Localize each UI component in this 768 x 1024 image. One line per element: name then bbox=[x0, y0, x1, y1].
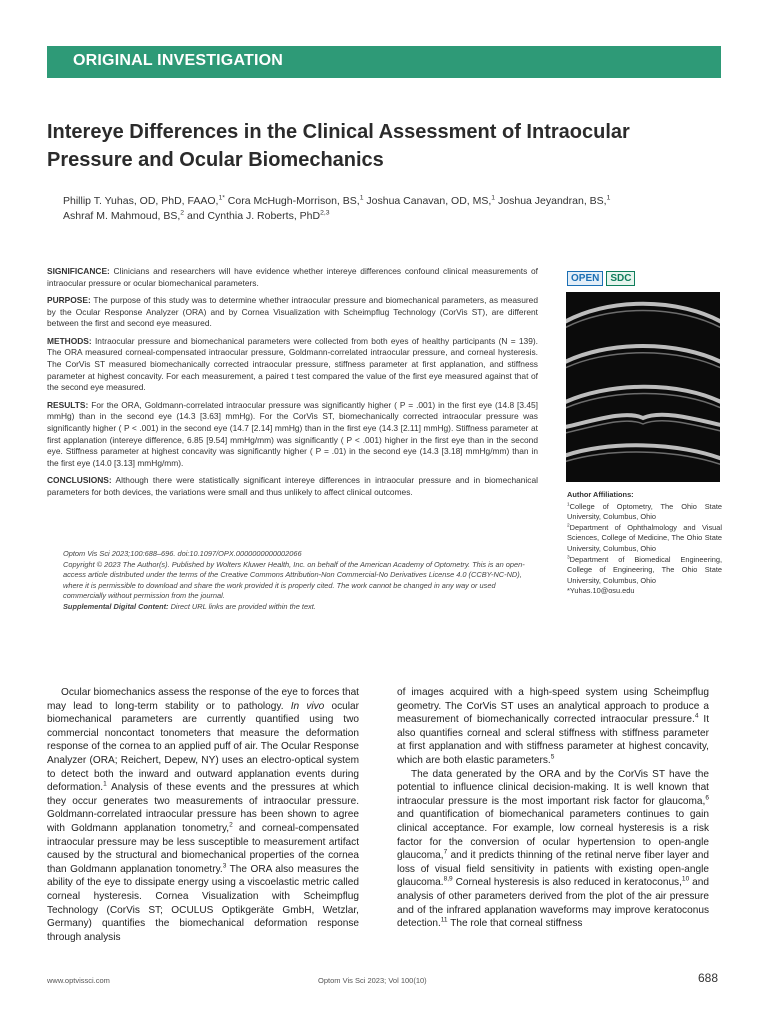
section-banner bbox=[47, 46, 721, 78]
affiliation-item: $^3$Department of Biomedical Engineering, College of Engineering, The Ohio State University, Columbus, Ohio bbox=[567, 554, 722, 585]
body-column-left bbox=[47, 686, 359, 944]
author[interactable]: Joshua Canavan, OD, MS, bbox=[363, 195, 492, 207]
affiliation-item: $^2$Department of Ophthalmology and Visual Sciences, College of Medicine, The Ohio State University, Columbus, Ohio bbox=[567, 522, 722, 553]
author[interactable]: Cora McHugh-Morrison, BS, bbox=[224, 195, 360, 207]
journal-citation-footer: Optom Vis Sci 2023; Vol 100(10) bbox=[318, 976, 427, 985]
author[interactable]: Phillip T. Yuhas, OD, PhD, FAAO, bbox=[63, 195, 219, 207]
article-title: Intereye Differences in the Clinical Assessment of Intraocular Pressure and Ocular Biomechanics bbox=[47, 121, 630, 171]
sdc-badge[interactable]: SDC bbox=[606, 271, 635, 286]
section-label: ORIGINAL INVESTIGATION bbox=[73, 52, 284, 69]
journal-website[interactable]: www.optvissci.com bbox=[47, 976, 110, 985]
abstract-conclusions: CONCLUSIONS: Although there were statistically significant intereye differences in intraocular pressure and in biomechanical parameters for both devices, the variations were small and thus unlikely to affect clinical outcomes. bbox=[47, 475, 538, 497]
body-paragraph: of images acquired with a high-speed system using Scheimpflug geometry. The CorVis ST uses an analytical approach to produce a measurement of biomechanically corrected intraocular pressure.$^4$ It also quantifies corneal and scleral stiffness with stiffness parameter at first applanation and with stiffness parameter at highest concavity, which are both elastic parameters.$^5$ bbox=[397, 687, 709, 766]
abstract-purpose: PURPOSE: The purpose of this study was to determine whether intraocular pressure and biomechanical parameters, as measured by the Ocular Response Analyzer (ORA) and by Cornea Visualization with Scheimpflug Technology (CorVis ST), are different between the first and second eye measured. bbox=[47, 294, 538, 329]
page-number: 688 bbox=[698, 971, 719, 985]
article-meta bbox=[63, 549, 538, 612]
affiliation-item: $^1$College of Optometry, The Ohio State University, Columbus, Ohio bbox=[567, 501, 722, 522]
abstract bbox=[47, 266, 538, 504]
access-badges bbox=[567, 268, 638, 283]
body-paragraph: Ocular biomechanics assess the response of the eye to forces that may lead to long-term stability or to pathology. In vivo ocular biomechanical parameters are currently quantified using two commercial noncontact tonometers that measure the deformation response of the cornea to an applied puff of air. The Ocular Response Analyzer (ORA; Reichert, Depew, NY) uses an electro-optical system to detect both the inward and outward applanation events during deformation.$^1$ Analysis of these events and the pressures at which they occur generates two measurements of intraocular pressure. Goldmann-correlated intraocular pressure has been shown to agree with Goldmann applanation tonometry,$^2$ and corneal-compensated intraocular pressure may be less susceptible to measurement artifact caused by the structural and biomechanical properties of the cornea than Goldmann applanation tonometry.$^3$ The ORA also measures the ability of the eye to dissipate energy using a viscoelastic metric called corneal hysteresis. Cornea Visualization with Scheimpflug Technology (CorVis ST; OCULUS Optikgeräte GmbH, Wetzlar, Germany) quantifies the biomechanical deformation response through analysis bbox=[47, 687, 359, 943]
author-affiliations bbox=[567, 490, 722, 597]
copyright-notice: Copyright © 2023 The Author(s). Published by Wolters Kluwer Health, Inc. on behalf of the American Academy of Optometry. This is an open-access article distributed under the terms of the Creative Commons Attribution-Non Commercial-No Derivatives License 4.0 (CCBY-NC-ND), where it is permissible to download and share the work provided it is properly cited. The work cannot be changed in any way or used commercially without permission from the journal. bbox=[63, 559, 525, 600]
body-paragraph: The data generated by the ORA and by the CorVis ST have the potential to influence clinical decision-making. It is well known that intraocular pressure is the most important risk factor for glaucoma,$^6$ and quantification of biomechanical parameters continues to gain clinical acceptance. For example, low corneal hysteresis is a risk factor for the conversion of ocular hypertension to open-angle glaucoma,$^7$ and it predicts thinning of the retinal nerve fiber layer and loss of visual field sensitivity in patients with existing open-angle glaucoma.$^{8,9}$ Corneal hysteresis is also reduced in keratoconus,$^{10}$ and analysis of other parameters derived from the plot of the air pressure and of the infrared applanation waveforms may improve keratoconus detection.$^{11}$ The role that corneal stiffness bbox=[397, 768, 709, 930]
abstract-significance: SIGNIFICANCE: Clinicians and researchers will have evidence whether intereye differences confound clinical measurements of intraocular pressure or ocular biomechanical parameters. bbox=[47, 266, 538, 288]
affiliations-heading: Author Affiliations: bbox=[567, 490, 634, 499]
open-access-badge[interactable]: OPEN bbox=[567, 271, 603, 286]
author[interactable]: and Cynthia J. Roberts, PhD bbox=[184, 210, 321, 222]
author[interactable]: Joshua Jeyandran, BS, bbox=[495, 195, 607, 207]
abstract-methods: METHODS: Intraocular pressure and biomechanical parameters were collected from both eyes of healthy participants (N = 139). The ORA measured corneal-compensated intraocular pressure, Goldmann-correlated intraocular pressure, and corneal hysteresis. The CorVis ST measured biomechanically corrected intraocular pressure, stiffness parameter at first applanation, and stiffness parameter at highest concavity. For each measurement, a paired t test compared the value of the first eye measured against that of the second eye measured. bbox=[47, 335, 538, 393]
supplemental-note: Supplemental Digital Content: Direct URL links are provided within the text. bbox=[63, 601, 316, 611]
author[interactable]: Ashraf M. Mahmoud, BS, bbox=[63, 210, 181, 222]
corresponding-email[interactable]: *Yuhas.10@osu.edu bbox=[567, 586, 635, 596]
author-list: Phillip T. Yuhas, OD, PhD, FAAO,$^{1*}$ Cora McHugh-Morrison, BS,$^1$ Joshua Canavan, OD, MS,$^1$ Joshua Jeyandran, BS,$^1$ Ashraf M. Mahmoud, BS,$^2$ and Cynthia J. Roberts, PhD$^{2,3}$ bbox=[63, 194, 611, 222]
citation: Optom Vis Sci 2023;100:688–696. doi:10.1097/OPX.0000000000002066 bbox=[63, 549, 302, 558]
abstract-results: RESULTS: For the ORA, Goldmann-correlated intraocular pressure was significantly higher ( P = .001) in the first eye (14.8 [3.45] mmHg) than in the second eye (14.3 [3.63] mmHg). For the CorVis ST, biomechanically corrected intraocular pressure was significantly higher ( P < .001) in the second eye (14.7 [2.14] mmHg) than in the first eye (14.3 [2.11] mmHg). Stiffness parameter at first applanation (intereye difference, 6.85 [9.54] mmHg/mm) was significantly ( P < .001) higher in the first eye than in the second eye. Stiffness parameter at highest concavity was significantly higher ( P = .01) in the second eye (14.3 [3.18] mmHg/mm) than in the first eye (14.0 [3.13] mmHg/mm). bbox=[47, 399, 538, 469]
body-column-right bbox=[397, 686, 709, 931]
corneal-scheimpflug-image bbox=[566, 292, 720, 482]
